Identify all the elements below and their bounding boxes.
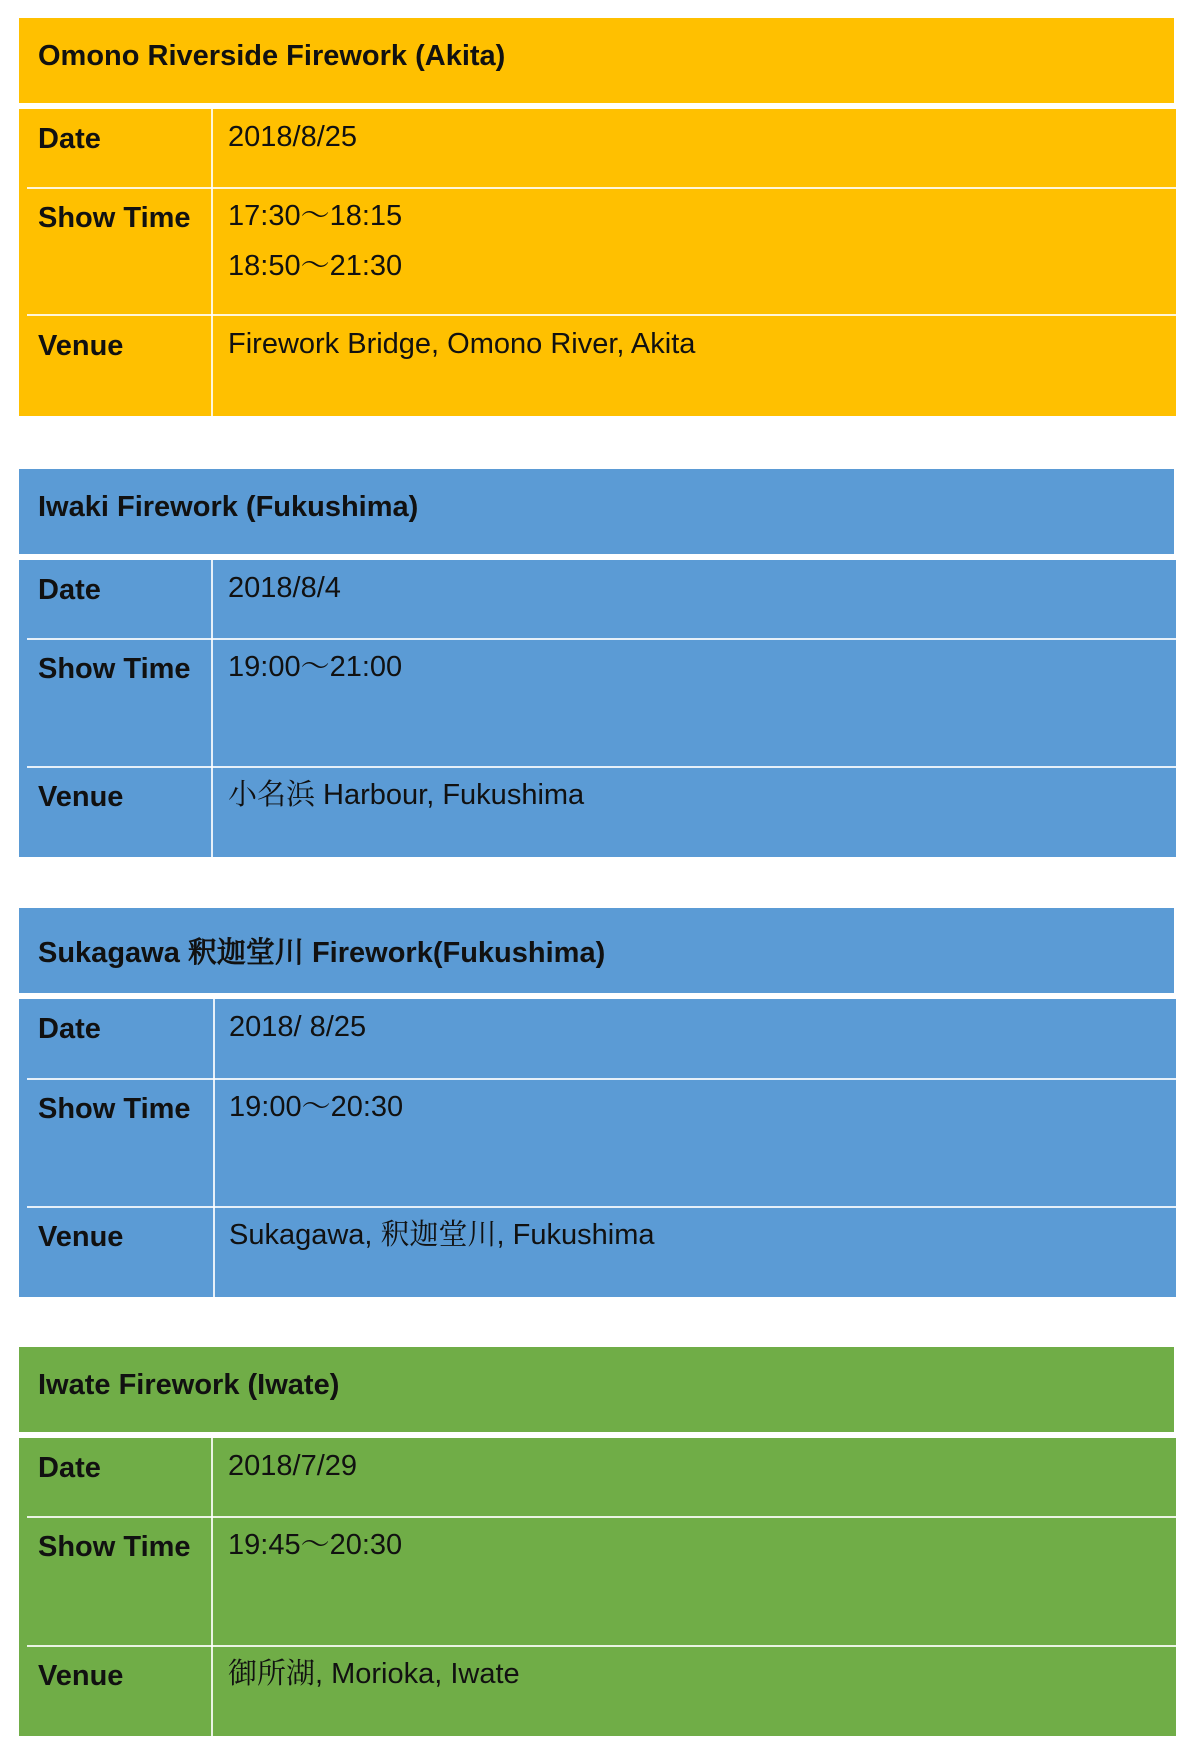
- venue-value: Firework Bridge, Omono River, Akita: [228, 328, 696, 360]
- venue-label: Venue: [38, 1221, 124, 1253]
- show-time-label: Show Time: [38, 202, 191, 234]
- event-card-iwate: [19, 1347, 1176, 1736]
- venue-label: Venue: [38, 781, 124, 813]
- show-time-row: [19, 640, 1176, 766]
- event-title: Omono Riverside Firework (Akita): [38, 40, 506, 72]
- date-label: Date: [38, 1013, 101, 1045]
- venue-row: [19, 768, 1176, 857]
- event-card-header: [19, 1347, 1174, 1432]
- event-card-header: [19, 469, 1174, 554]
- event-details-table: [19, 109, 1176, 416]
- venue-row: [19, 1208, 1176, 1297]
- venue-value: 小名浜 Harbour, Fukushima: [228, 779, 585, 811]
- show-time-value-2: 18:50～21:30: [228, 250, 403, 282]
- date-label: Date: [38, 574, 101, 606]
- venue-row: [19, 316, 1176, 416]
- event-title: Iwaki Firework (Fukushima): [38, 491, 419, 523]
- date-label: Date: [38, 123, 101, 155]
- event-details-table: [19, 999, 1176, 1297]
- date-row: [19, 109, 1176, 187]
- event-card-omono: [19, 18, 1176, 416]
- venue-label: Venue: [38, 330, 124, 362]
- event-details-table: [19, 1438, 1176, 1736]
- date-label: Date: [38, 1452, 101, 1484]
- date-row: [19, 1438, 1176, 1516]
- date-row: [19, 560, 1176, 638]
- show-time-label: Show Time: [38, 653, 191, 685]
- date-value: 2018/8/4: [228, 572, 341, 604]
- venue-value: 御所湖, Morioka, Iwate: [228, 1658, 520, 1690]
- show-time-label: Show Time: [38, 1531, 191, 1563]
- venue-value: Sukagawa, 釈迦堂川, Fukushima: [229, 1219, 655, 1251]
- show-time-value: 19:00～20:30: [229, 1091, 404, 1123]
- venue-label: Venue: [38, 1660, 124, 1692]
- event-title: Iwate Firework (Iwate): [38, 1369, 340, 1401]
- show-time-value: 19:00～21:00: [228, 651, 403, 683]
- show-time-row: [19, 1080, 1176, 1206]
- event-details-table: [19, 560, 1176, 857]
- show-time-label: Show Time: [38, 1093, 191, 1125]
- date-row: [19, 999, 1176, 1078]
- event-card-iwaki: [19, 469, 1176, 857]
- show-time-row: [19, 189, 1176, 314]
- event-card-header: [19, 908, 1174, 993]
- event-title: Sukagawa 釈迦堂川 Firework(Fukushima): [38, 937, 606, 969]
- event-card-sukagawa: [19, 908, 1176, 1297]
- date-value: 2018/ 8/25: [229, 1011, 367, 1043]
- show-time-value: 17:30～18:15: [228, 200, 403, 232]
- show-time-value: 19:45～20:30: [228, 1529, 403, 1561]
- event-card-header: [19, 18, 1174, 103]
- date-value: 2018/8/25: [228, 121, 358, 153]
- show-time-row: [19, 1518, 1176, 1645]
- date-value: 2018/7/29: [228, 1450, 358, 1482]
- venue-row: [19, 1647, 1176, 1736]
